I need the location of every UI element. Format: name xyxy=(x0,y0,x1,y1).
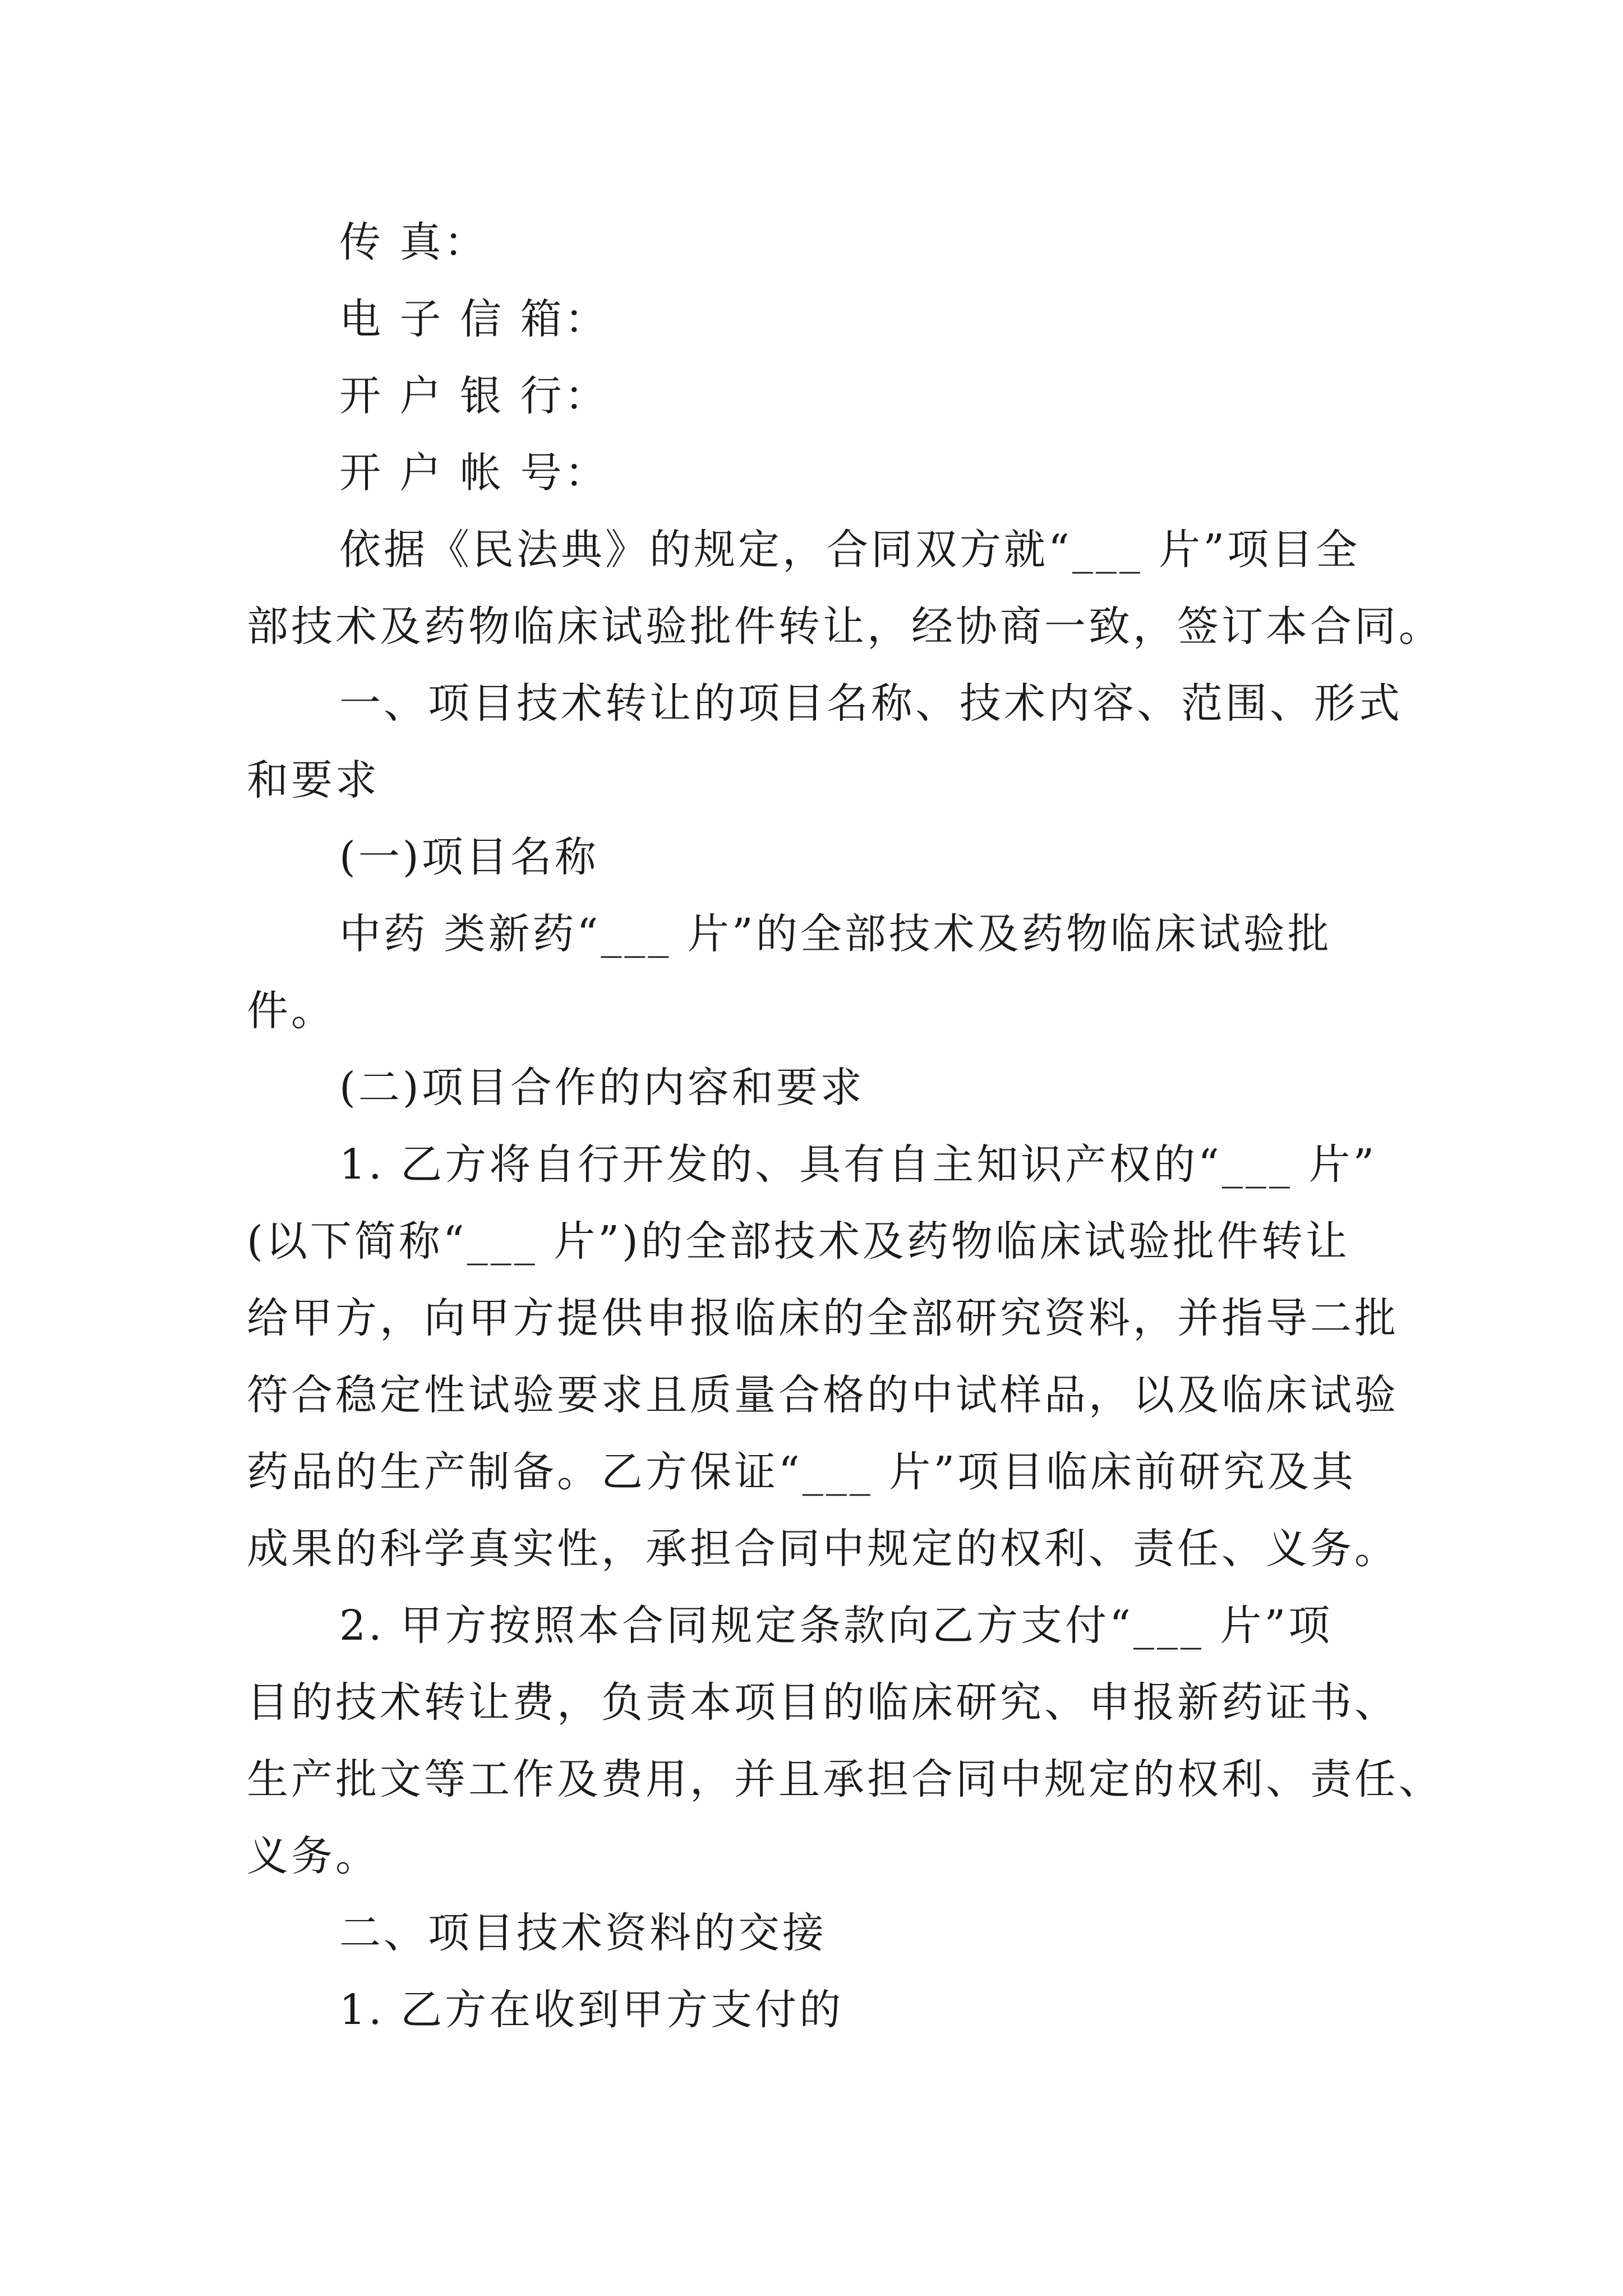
section1-title-line-2: 和要求 xyxy=(247,756,380,804)
item2-line-1: 2. 甲方按照本合同规定条款向乙方支付“___ 片”项 xyxy=(339,1602,1333,1650)
item1-line-1: 1. 乙方将自行开发的、具有自主知识产权的“___ 片” xyxy=(339,1140,1377,1189)
bank-label: 开 户 银 行： xyxy=(339,372,609,420)
item1-line-6: 成果的科学真实性，承担合同中规定的权利、责任、义务。 xyxy=(247,1525,1399,1573)
account-label: 开 户 帐 号： xyxy=(339,449,609,497)
fax-label: 传 真： xyxy=(339,218,488,266)
intro-line-1: 依据《民法典》的规定，合同双方就“___ 片”项目全 xyxy=(339,526,1361,574)
item2-line-4: 义务。 xyxy=(247,1832,380,1880)
sub2-title: (二)项目合作的内容和要求 xyxy=(339,1064,865,1112)
section1-title-line-1: 一、项目技术转让的项目名称、技术内容、范围、形式 xyxy=(339,679,1403,728)
email-label: 电 子 信 箱： xyxy=(339,295,609,343)
item1-line-5: 药品的生产制备。乙方保证“___ 片”项目临床前研究及其 xyxy=(247,1448,1357,1496)
section2-title: 二、项目技术资料的交接 xyxy=(339,1909,827,1957)
item1-line-4: 符合稳定性试验要求且质量合格的中试样品，以及临床试验 xyxy=(247,1371,1399,1419)
sub1-text-line-2: 件。 xyxy=(247,987,335,1035)
intro-line-2: 部技术及药物临床试验批件转让，经协商一致，签订本合同。 xyxy=(247,602,1443,651)
item2-line-3: 生产批文等工作及费用，并且承担合同中规定的权利、责任、 xyxy=(247,1755,1443,1803)
item2-line-2: 目的技术转让费，负责本项目的临床研究、申报新药证书、 xyxy=(247,1678,1399,1727)
sub1-title: (一)项目名称 xyxy=(339,833,599,881)
item1-line-3: 给甲方，向甲方提供申报临床的全部研究资料，并指导二批 xyxy=(247,1294,1399,1342)
section2-item1: 1. 乙方在收到甲方支付的 xyxy=(339,1986,844,2034)
item1-line-2: (以下简称“___ 片”)的全部技术及药物临床试验批件转让 xyxy=(247,1217,1350,1266)
sub1-text-line-1: 中药 类新药“___ 片”的全部技术及药物临床试验批 xyxy=(339,910,1332,958)
